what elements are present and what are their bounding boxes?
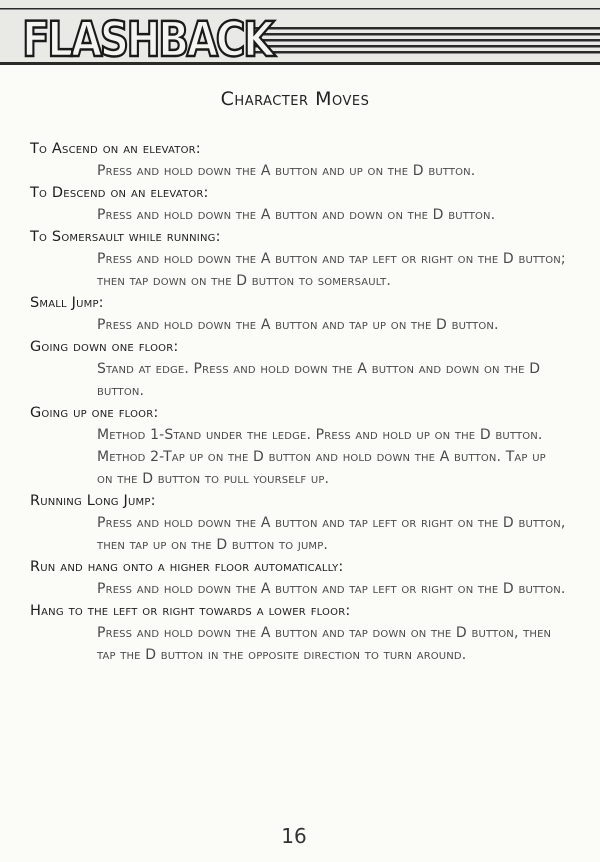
- move-heading: Going up one floor:: [30, 405, 159, 421]
- move-heading: To Somersault while running:: [30, 229, 221, 245]
- move-entry: [30, 226, 570, 292]
- move-description: Press and hold down the A button and tap left or right on the D button, then tap up on the D button to jump.: [97, 515, 566, 553]
- move-entry: [30, 600, 570, 666]
- page-number: 16: [281, 824, 307, 848]
- moves-list: [30, 138, 570, 666]
- move-heading: To Descend on an elevator:: [30, 185, 209, 201]
- move-entry: [30, 182, 570, 226]
- move-heading: Hang to the left or right towards a lower floor:: [30, 603, 351, 619]
- move-description: Method 1-Stand under the ledge. Press and hold up on the D button.: [97, 427, 543, 443]
- move-entry: [30, 138, 570, 182]
- flashback-logo-banner: [0, 0, 600, 70]
- move-description: Method 2-Tap up on the D button and hold down the A button. Tap up on the D button to pull yourself up.: [97, 449, 546, 487]
- move-heading: Running Long Jump:: [30, 493, 156, 509]
- move-description: Press and hold down the A button and tap left or right on the D button.: [97, 581, 566, 597]
- move-description: Press and hold down the A button and tap up on the D button.: [97, 317, 499, 333]
- move-entry: [30, 402, 570, 490]
- move-entry: [30, 292, 570, 336]
- move-entry: [30, 556, 570, 600]
- move-heading: To Ascend on an elevator:: [30, 141, 201, 157]
- move-heading: Going down one floor:: [30, 339, 179, 355]
- move-heading: Small Jump:: [30, 295, 104, 311]
- move-entry: [30, 490, 570, 556]
- header-banner: [0, 0, 600, 70]
- move-entry: [30, 336, 570, 402]
- move-heading: Run and hang onto a higher floor automatically:: [30, 559, 344, 575]
- move-description: Press and hold down the A button and up on the D button.: [97, 163, 476, 179]
- move-description: Press and hold down the A button and tap left or right on the D button; then tap down on the D button to somersault.: [97, 251, 566, 289]
- move-description: Press and hold down the A button and down on the D button.: [97, 207, 496, 223]
- page-title: Character Moves: [220, 88, 370, 110]
- move-description: Stand at edge. Press and hold down the A button and down on the D button.: [97, 361, 541, 399]
- logo-text: FLASHBACK: [22, 12, 277, 68]
- move-description: Press and hold down the A button and tap down on the D button, then tap the D button in the opposite direction to turn around.: [97, 625, 552, 663]
